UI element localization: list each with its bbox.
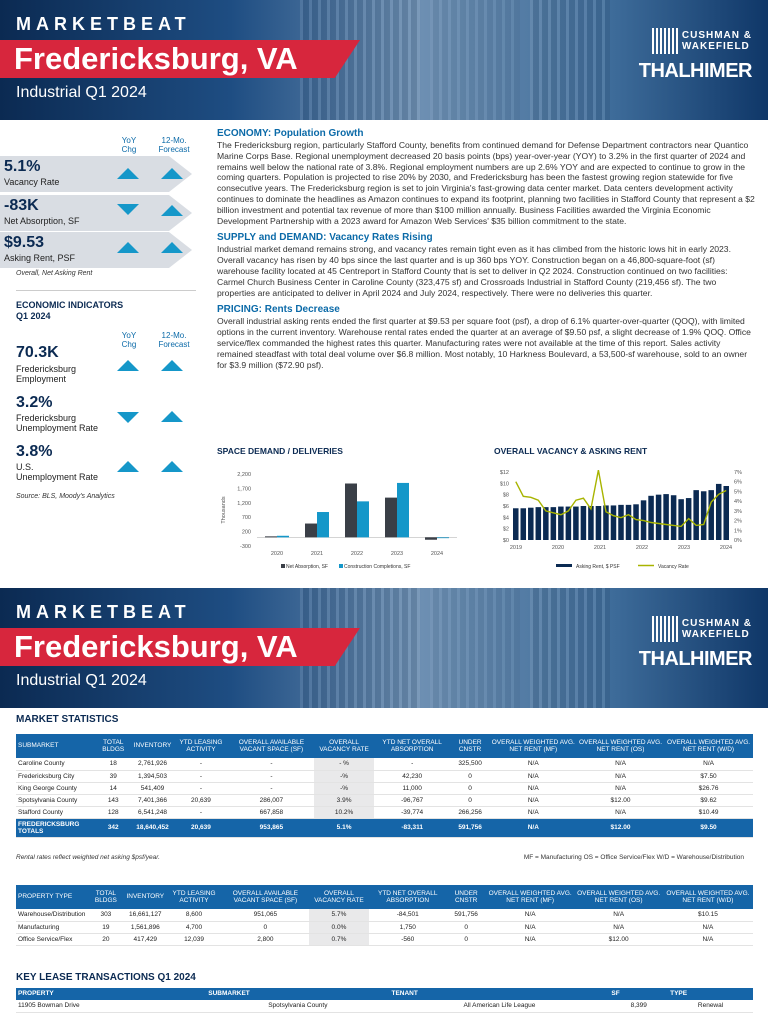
table-cell: N/A xyxy=(486,909,574,921)
y-tick-label: 200 xyxy=(241,529,251,536)
table-cell: 7,401,366 xyxy=(132,794,174,806)
kpi-col-forecast: 12-Mo. Forecast xyxy=(158,136,190,154)
bar xyxy=(425,537,437,539)
table-cell: 14 xyxy=(95,782,132,794)
table-cell: - xyxy=(173,782,228,794)
econ-value: 3.8% xyxy=(16,443,53,460)
table-cell: $9.50 xyxy=(664,818,753,837)
table-cell: 0 xyxy=(450,770,489,782)
bar xyxy=(633,504,639,540)
x-tick-label: 2023 xyxy=(390,551,404,557)
table-cell: N/A xyxy=(490,758,577,770)
table-row xyxy=(16,921,753,933)
column-header: OVERALL AVAILABLE VACANT SPACE (SF) xyxy=(222,885,309,909)
table-cell: Stafford County xyxy=(16,806,95,818)
table-cell: 951,065 xyxy=(222,909,309,921)
legend-label: Construction Completions, SF xyxy=(344,564,411,570)
table-cell: 39 xyxy=(95,770,132,782)
bar xyxy=(663,494,669,540)
table-cell: 20,639 xyxy=(173,818,228,837)
y2-tick-label: 3% xyxy=(734,508,742,515)
y-tick-label: $8 xyxy=(502,492,509,499)
column-header: YTD LEASING ACTIVITY xyxy=(173,734,228,758)
table-row xyxy=(16,770,753,782)
y2-tick-label: 6% xyxy=(734,479,742,486)
table-cell: 591,756 xyxy=(450,818,489,837)
bar xyxy=(671,495,677,540)
up-arrow-icon xyxy=(117,360,139,371)
table-cell: All American Life League xyxy=(389,1000,609,1012)
company-logo: CUSHMAN & WAKEFIELD THALHIMER xyxy=(638,30,752,82)
lease-title: KEY LEASE TRANSACTIONS Q1 2024 xyxy=(16,972,196,983)
x-tick-label: 2020 xyxy=(551,545,565,551)
y-tick-label: $6 xyxy=(502,504,509,510)
table-cell: 342 xyxy=(95,818,132,837)
column-header: SF xyxy=(609,988,668,1000)
table-cell: 11905 Bowman Drive xyxy=(16,1000,206,1012)
table-cell: 591,756 xyxy=(446,909,486,921)
table-cell: 2,800 xyxy=(222,933,309,945)
table-cell: N/A xyxy=(577,770,664,782)
table-cell: N/A xyxy=(577,758,664,770)
table-cell: Manufacturing xyxy=(16,921,87,933)
bar xyxy=(708,490,714,540)
y-tick-label: $4 xyxy=(502,515,509,522)
bar xyxy=(626,505,632,540)
table-cell: N/A xyxy=(577,782,664,794)
table-cell: 42,230 xyxy=(374,770,451,782)
bar xyxy=(385,498,397,538)
table-row xyxy=(16,758,753,770)
column-header: OVERALL AVAILABLE VACANT SPACE (SF) xyxy=(229,734,315,758)
table-cell: FREDERICKSBURG TOTALS xyxy=(16,818,95,837)
table-cell: 0.7% xyxy=(309,933,369,945)
table-cell: - xyxy=(229,758,315,770)
bar xyxy=(513,508,519,540)
up-arrow-icon xyxy=(161,242,183,253)
x-tick-label: 2024 xyxy=(719,545,733,551)
column-header: TOTAL BLDGS xyxy=(87,885,124,909)
table-cell: N/A xyxy=(490,782,577,794)
section-heading: SUPPLY and DEMAND: Vacancy Rates Rising xyxy=(217,232,433,244)
table-row xyxy=(16,782,753,794)
table-cell: 10.2% xyxy=(314,806,374,818)
legend-label: Asking Rent, $ PSF xyxy=(576,564,620,570)
legend-label: Net Absorption, SF xyxy=(286,564,328,570)
table-cell: N/A xyxy=(490,770,577,782)
legend-swatch xyxy=(339,564,343,568)
bar xyxy=(581,506,587,540)
bar xyxy=(521,508,527,540)
y2-tick-label: 0% xyxy=(734,538,742,544)
kpi-label: Net Absorption, SF xyxy=(4,216,80,226)
column-header: SUBMARKET xyxy=(206,988,389,1000)
bar xyxy=(317,512,329,537)
column-header: UNDER CNSTR xyxy=(446,885,486,909)
up-arrow-icon xyxy=(161,168,183,179)
narrative xyxy=(217,128,755,376)
legend-swatch xyxy=(281,564,285,568)
table-row xyxy=(16,1000,753,1012)
table-cell: N/A xyxy=(490,806,577,818)
section-text: Industrial market demand remains strong, and vacancy rates remain tight even as it has climbed from the historic lows hit in early 2023. Overall vacancy has risen by 40 bps since the last quarter and is up 360 bps YOY. Construction began on a 46,800-square-foot (sf) warehouse facility located at 45 Centreport in Stafford County that is set to deliver in Q2 2024. Construction continued on two facilities: Carmel Church Business Center in Caroline County (323,475 sf) and Crossroads Industrial in Stafford County (219,456 sf). The two properties are anticipated to deliver in April 2024 and July 2024, respectively. There were no deliveries this quarter. xyxy=(217,244,731,298)
up-arrow-icon xyxy=(161,411,183,422)
table-cell: -84,501 xyxy=(369,909,446,921)
thalhimer-logo: THALHIMER xyxy=(638,648,752,670)
column-header: OVERALL WEIGHTED AVG. NET RENT (W/D) xyxy=(664,734,753,758)
column-header: SUBMARKET xyxy=(16,734,95,758)
table-cell: $7.50 xyxy=(664,770,753,782)
kpi-value: 5.1% xyxy=(4,158,41,175)
econ-col-yoy: YoY Chg xyxy=(121,331,137,349)
table-cell: N/A xyxy=(577,806,664,818)
y-tick-label: $12 xyxy=(499,470,509,476)
kpi-label: Vacancy Rate xyxy=(4,177,60,187)
table-cell: - xyxy=(173,758,228,770)
table-cell: $12.00 xyxy=(577,818,664,837)
lease-table xyxy=(16,988,753,1013)
table-cell: 0 xyxy=(450,794,489,806)
table-cell: 325,500 xyxy=(450,758,489,770)
column-header: OVERALL WEIGHTED AVG. NET RENT (OS) xyxy=(574,885,662,909)
up-arrow-icon xyxy=(161,205,183,216)
report-subtitle: Industrial Q1 2024 xyxy=(16,672,147,689)
table-cell: Warehouse/Distribution xyxy=(16,909,87,921)
up-arrow-icon xyxy=(161,360,183,371)
bar xyxy=(573,507,579,540)
y-tick-label: 700 xyxy=(241,515,251,522)
column-header: INVENTORY xyxy=(132,734,174,758)
table-cell: $12.00 xyxy=(577,794,664,806)
table-cell: 143 xyxy=(95,794,132,806)
legend-label: Vacancy Rate xyxy=(658,564,689,570)
kpi-value: $9.53 xyxy=(4,234,45,251)
table-cell: N/A xyxy=(663,921,753,933)
table-cell: N/A xyxy=(490,794,577,806)
table-cell: 6,541,248 xyxy=(132,806,174,818)
market-stats-title: MARKET STATISTICS xyxy=(16,714,119,725)
table-cell: N/A xyxy=(574,909,662,921)
bar xyxy=(536,507,542,540)
x-tick-label: 2021 xyxy=(593,545,607,551)
kpi-note: Overall, Net Asking Rent xyxy=(16,270,93,277)
table-cell: 286,007 xyxy=(229,794,315,806)
company-logo: CUSHMAN & WAKEFIELD THALHIMER xyxy=(638,618,752,670)
thalhimer-logo: THALHIMER xyxy=(638,60,752,82)
x-tick-label: 2023 xyxy=(677,545,691,551)
kpi-value: -83K xyxy=(4,197,39,214)
bar xyxy=(656,495,662,540)
table-row xyxy=(16,909,753,921)
table-cell: -560 xyxy=(369,933,446,945)
table-cell: -% xyxy=(314,770,374,782)
up-arrow-icon xyxy=(161,461,183,472)
kpi-col-yoy: YoY Chg xyxy=(121,136,137,154)
y2-tick-label: 2% xyxy=(734,518,742,525)
header-banner xyxy=(0,588,768,708)
table-cell: Spotsylvania County xyxy=(16,794,95,806)
abbrev-note: MF = Manufacturing OS = Office Service/Flex W/D = Warehouse/Distribution xyxy=(523,854,744,861)
bar xyxy=(693,490,699,540)
bar xyxy=(716,484,722,540)
y2-tick-label: 7% xyxy=(734,470,742,476)
bar xyxy=(305,524,317,538)
table-cell: 0 xyxy=(446,921,486,933)
table-cell: $9.62 xyxy=(664,794,753,806)
table-cell: N/A xyxy=(663,933,753,945)
report-subtitle: Industrial Q1 2024 xyxy=(16,84,147,101)
table-cell: 953,865 xyxy=(229,818,315,837)
x-tick-label: 2022 xyxy=(635,545,649,551)
table-cell: 19 xyxy=(87,921,124,933)
column-header: YTD NET OVERALL ABSORPTION xyxy=(374,734,451,758)
property-type-table xyxy=(16,885,753,946)
bar xyxy=(277,536,289,538)
y2-tick-label: 4% xyxy=(734,499,742,506)
y2-tick-label: 1% xyxy=(734,528,742,535)
table-cell: King George County xyxy=(16,782,95,794)
table-cell: - xyxy=(173,806,228,818)
column-header: TYPE xyxy=(668,988,753,1000)
bar xyxy=(618,505,624,540)
column-header: UNDER CNSTR xyxy=(450,734,489,758)
econ-value: 70.3K xyxy=(16,344,59,361)
bar xyxy=(588,506,594,540)
total-row xyxy=(16,818,753,837)
brand-title: MARKETBEAT xyxy=(16,602,191,622)
table-cell: 4,700 xyxy=(166,921,222,933)
cw-logo-icon xyxy=(652,616,678,642)
table-cell: 8,399 xyxy=(609,1000,668,1012)
table-cell: -% xyxy=(314,782,374,794)
table-cell: N/A xyxy=(664,758,753,770)
up-arrow-icon xyxy=(117,168,139,179)
table-cell: 11,000 xyxy=(374,782,451,794)
legend-swatch xyxy=(556,564,572,567)
bar xyxy=(596,506,602,540)
table-cell: Spotsylvania County xyxy=(206,1000,389,1012)
table-cell: 303 xyxy=(87,909,124,921)
table-row xyxy=(16,806,753,818)
brand-title: MARKETBEAT xyxy=(16,14,191,34)
column-header: OVERALL WEIGHTED AVG. NET RENT (OS) xyxy=(577,734,664,758)
econ-source: Source: BLS, Moody's Analytics xyxy=(16,493,115,500)
econ-col-forecast: 12-Mo. Forecast xyxy=(158,331,190,349)
table-cell: - xyxy=(173,770,228,782)
table-cell: 12,039 xyxy=(166,933,222,945)
city-title: Fredericksburg, VA xyxy=(14,629,298,664)
bar xyxy=(357,501,369,537)
y-tick-label: 1,700 xyxy=(237,486,251,493)
table-cell: 417,429 xyxy=(124,933,166,945)
table-cell: N/A xyxy=(486,933,574,945)
table-cell: 5.1% xyxy=(314,818,374,837)
section-text: Overall industrial asking rents ended the first quarter at $9.53 per square foot (psf), a drop of 6.1% quarter-over-quarter (QOQ), with limited options in the current inventory. Warehouse rental rates ended the quarter at an average of $9.50 psf, a slight decrease of 1.9% QOQ. Office service/flex commanded the highest rates this quarter. Manufacturing rates were not available at the time of this report. Sales activity remained steadfast with total deal volume over $6.8 million. Most notably, 10 Harkness Boulevard, a 53,500-sf warehouse, sold to an owner for $3.9 million ($72.90 psf). xyxy=(217,316,751,370)
table-row xyxy=(16,933,753,945)
column-header: PROPERTY xyxy=(16,988,206,1000)
table-cell: 1,750 xyxy=(369,921,446,933)
table-cell: $10.49 xyxy=(664,806,753,818)
y-tick-label: $10 xyxy=(499,481,509,488)
table-row xyxy=(16,794,753,806)
econ-period: Q1 2024 xyxy=(16,311,51,321)
kpi-label: Asking Rent, PSF xyxy=(4,253,76,263)
space-demand-chart xyxy=(217,462,467,577)
table-cell: 266,256 xyxy=(450,806,489,818)
rent-note: Rental rates reflect weighted net asking $psf/year. xyxy=(16,854,160,861)
table-cell: Office Service/Flex xyxy=(16,933,87,945)
bar xyxy=(648,496,654,540)
column-header: OVERALL WEIGHTED AVG. NET RENT (MF) xyxy=(486,885,574,909)
table-cell: 18 xyxy=(95,758,132,770)
econ-label: Fredericksburg Employment xyxy=(16,364,77,384)
vacancy-rent-chart xyxy=(490,462,755,577)
city-title: Fredericksburg, VA xyxy=(14,41,298,76)
table-cell: 18,640,452 xyxy=(132,818,174,837)
table-cell: 20,639 xyxy=(173,794,228,806)
x-tick-label: 2024 xyxy=(430,551,444,557)
column-header: TENANT xyxy=(389,988,609,1000)
table-cell: 16,661,127 xyxy=(124,909,166,921)
y-tick-label: $0 xyxy=(502,538,509,544)
cw-logo-icon xyxy=(652,28,678,54)
bar xyxy=(701,491,707,540)
table-cell: 5.7% xyxy=(309,909,369,921)
table-cell: 0.0% xyxy=(309,921,369,933)
column-header: OVERALL VACANCY RATE xyxy=(314,734,374,758)
section-text: The Fredericksburg region, particularly Stafford County, benefits from continued demand for Defense Department contractors near Quantico Marine Corps Base. Regional unemployment decreased 20 basis points (bps) year-over-year (YOY) to 3.2% in the first quarter of 2024 and remains well below the national rate of 3.8%. Regional employment numbers are up 2.6% YOY and are expected to continue to grow in the coming quarters. Population is projected to rise 20% by 2030, and Fredericksburg has been the fastest growing region statewide for five consecutive years. The Fredericksburg region is set to join Virginia's fast-growing data center market. Data centers development activity continues to dominate the headlines as Amazon continues to expand its footprint, planning two facilities in Stafford County that represent a $2 billion investment and potential tax revenue of more than $100 million annually. Business Facilities awarded the Virginia Economic Development Partnership with a 2023 award for Amazon Web Services' $35 billion commitment to the state. xyxy=(217,140,755,226)
table-cell: 1,561,896 xyxy=(124,921,166,933)
down-arrow-icon xyxy=(117,412,139,423)
bar xyxy=(723,486,729,540)
table-cell: $12.00 xyxy=(574,933,662,945)
table-cell: N/A xyxy=(490,818,577,837)
bar xyxy=(345,484,357,538)
table-cell: $26.76 xyxy=(664,782,753,794)
econ-label: Fredericksburg Unemployment Rate xyxy=(16,413,99,433)
table-cell: 0 xyxy=(450,782,489,794)
table-cell: 8,600 xyxy=(166,909,222,921)
x-tick-label: 2020 xyxy=(270,551,284,557)
table-cell: 20 xyxy=(87,933,124,945)
table-cell: N/A xyxy=(486,921,574,933)
bar xyxy=(528,508,534,540)
bar xyxy=(611,505,617,540)
down-arrow-icon xyxy=(117,204,139,215)
bar xyxy=(558,507,564,540)
table-cell: 667,858 xyxy=(229,806,315,818)
table-cell: Renewal xyxy=(668,1000,753,1012)
bar xyxy=(678,499,684,540)
table-cell: - xyxy=(374,758,451,770)
x-tick-label: 2022 xyxy=(350,551,364,557)
table-cell: -96,767 xyxy=(374,794,451,806)
up-arrow-icon xyxy=(117,242,139,253)
chart2-title: OVERALL VACANCY & ASKING RENT xyxy=(494,446,648,456)
econ-value: 3.2% xyxy=(16,394,53,411)
market-stats-table xyxy=(16,734,753,838)
table-cell: 128 xyxy=(95,806,132,818)
table-cell: Caroline County xyxy=(16,758,95,770)
column-header: OVERALL VACANCY RATE xyxy=(309,885,369,909)
table-cell: N/A xyxy=(574,921,662,933)
table-cell: 1,394,503 xyxy=(132,770,174,782)
page-2 xyxy=(0,588,768,1024)
table-cell: 541,409 xyxy=(132,782,174,794)
bar xyxy=(265,536,277,537)
y-tick-label: 1,200 xyxy=(237,500,251,507)
table-cell: $10.15 xyxy=(663,909,753,921)
section-heading: PRICING: Rents Decrease xyxy=(217,304,340,316)
up-arrow-icon xyxy=(117,461,139,472)
table-cell: 0 xyxy=(446,933,486,945)
y2-tick-label: 5% xyxy=(734,489,742,496)
section-heading: ECONOMY: Population Growth xyxy=(217,128,364,139)
table-cell: -39,774 xyxy=(374,806,451,818)
x-tick-label: 2021 xyxy=(310,551,324,557)
table-cell: Fredericksburg City xyxy=(16,770,95,782)
y-axis-label: Thousands xyxy=(221,496,227,524)
x-tick-label: 2019 xyxy=(509,545,523,551)
column-header: OVERALL WEIGHTED AVG. NET RENT (W/D) xyxy=(663,885,753,909)
column-header: YTD LEASING ACTIVITY xyxy=(166,885,222,909)
column-header: TOTAL BLDGS xyxy=(95,734,132,758)
table-cell: -83,311 xyxy=(374,818,451,837)
econ-label: U.S. Unemployment Rate xyxy=(16,462,99,482)
table-cell: 0 xyxy=(222,921,309,933)
y-tick-label: $2 xyxy=(502,526,509,533)
table-cell: - xyxy=(229,770,315,782)
y-tick-label: -300 xyxy=(239,544,251,550)
header-banner xyxy=(0,0,768,120)
column-header: INVENTORY xyxy=(124,885,166,909)
table-cell: - xyxy=(229,782,315,794)
table-cell: - % xyxy=(314,758,374,770)
econ-title: ECONOMIC INDICATORS xyxy=(16,300,124,310)
column-header: PROPERTY TYPE xyxy=(16,885,87,909)
bar xyxy=(397,483,409,537)
table-cell: 3.9% xyxy=(314,794,374,806)
y-tick-label: 2,200 xyxy=(237,472,251,478)
column-header: OVERALL WEIGHTED AVG. NET RENT (MF) xyxy=(490,734,577,758)
column-header: YTD NET OVERALL ABSORPTION xyxy=(369,885,446,909)
bar xyxy=(437,537,449,538)
chart1-title: SPACE DEMAND / DELIVERIES xyxy=(217,446,343,456)
table-cell: 2,761,926 xyxy=(132,758,174,770)
